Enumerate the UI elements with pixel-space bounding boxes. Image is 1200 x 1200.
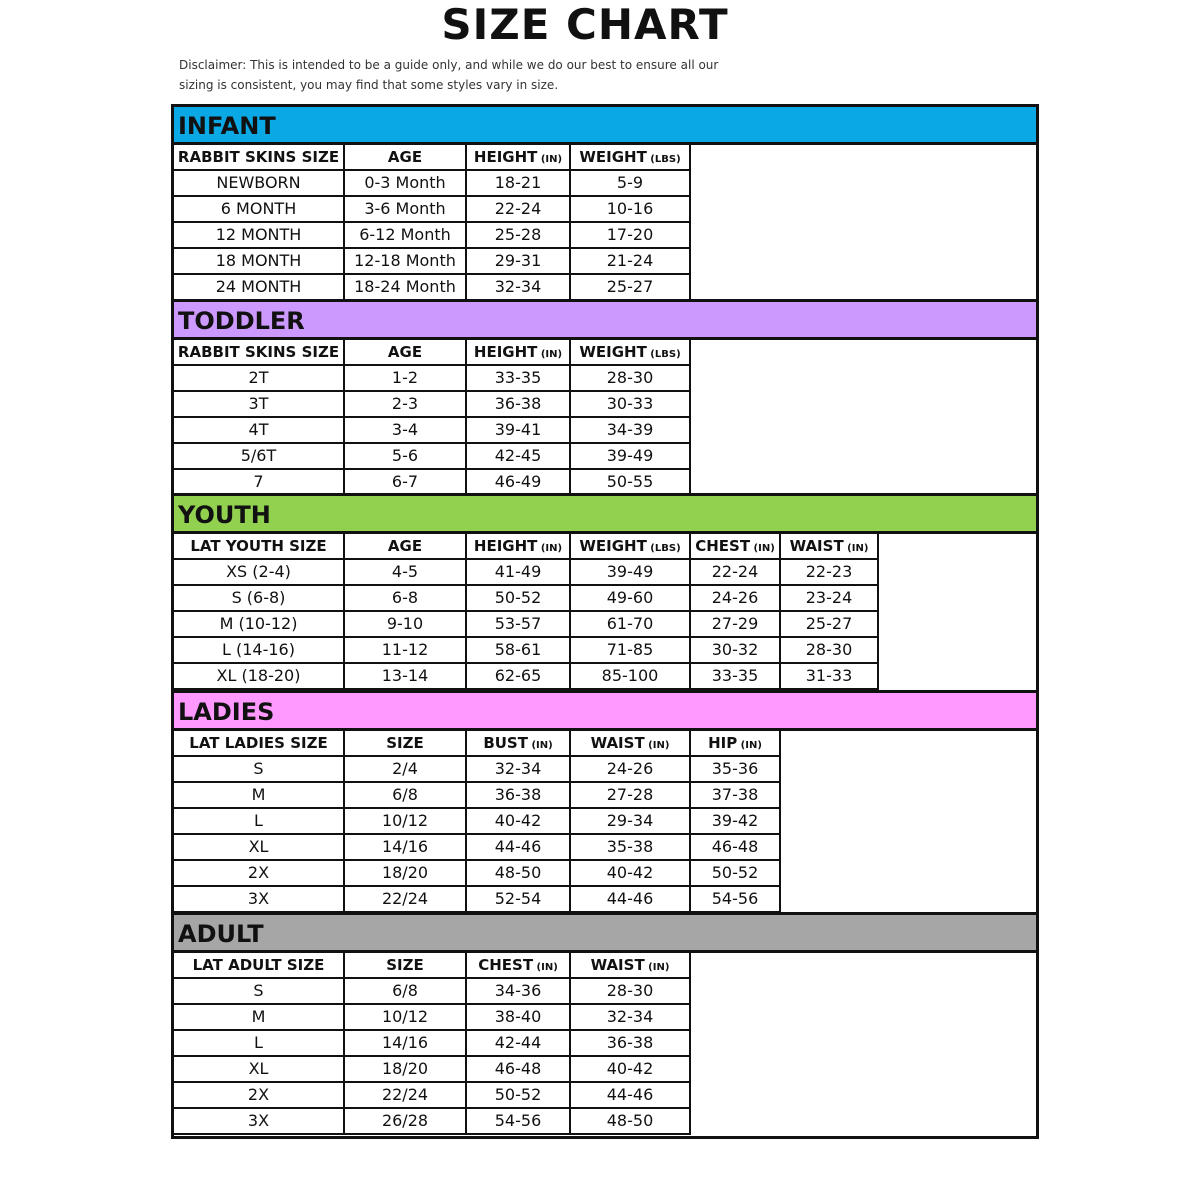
column-header: WEIGHT (LBS)	[571, 145, 691, 171]
column-header: AGE	[345, 534, 467, 560]
table-cell: 10/12	[345, 1005, 467, 1031]
column-header: SIZE	[345, 731, 467, 757]
section-header-toddler: TODDLER	[174, 302, 1036, 340]
column-header: WAIST (IN)	[571, 731, 691, 757]
table-cell: 39-49	[571, 444, 691, 470]
unit-label: (IN)	[644, 740, 670, 751]
table-cell: 18/20	[345, 1057, 467, 1083]
table-cell: 58-61	[467, 638, 571, 664]
column-header: WAIST (IN)	[571, 953, 691, 979]
table-cell: 46-49	[467, 470, 571, 496]
table-cell: 3X	[174, 1109, 345, 1135]
table-cell: 30-33	[571, 392, 691, 418]
table-cell: 28-30	[781, 638, 879, 664]
table-cell: NEWBORN	[174, 171, 345, 197]
table-row	[174, 887, 781, 913]
table-row	[174, 392, 691, 418]
table-row	[174, 275, 691, 301]
table-cell: L	[174, 1031, 345, 1057]
table-cell: 18 MONTH	[174, 249, 345, 275]
table-cell: 54-56	[467, 1109, 571, 1135]
table-cell: 3X	[174, 887, 345, 913]
table-cell: 22-24	[467, 197, 571, 223]
table-cell: 4-5	[345, 560, 467, 586]
table-cell: 25-27	[781, 612, 879, 638]
table-cell: S	[174, 757, 345, 783]
table-cell: 21-24	[571, 249, 691, 275]
disclaimer-text: Disclaimer: This is intended to be a guide only, and while we do our best to ensure all our sizing is consistent, you may find that some styles vary in size.	[179, 58, 719, 92]
unit-label: (IN)	[533, 962, 558, 973]
table-row	[174, 638, 879, 664]
table-cell: 62-65	[467, 664, 571, 690]
table-cell: S	[174, 979, 345, 1005]
table-cell: 52-54	[467, 887, 571, 913]
table-cell: 6-7	[345, 470, 467, 496]
unit-label: (LBS)	[646, 154, 681, 165]
table-cell: 3T	[174, 392, 345, 418]
table-row	[174, 249, 691, 275]
size-chart-table	[171, 104, 1039, 1139]
table-cell: 61-70	[571, 612, 691, 638]
table-row	[174, 664, 879, 690]
table-cell: 2X	[174, 1083, 345, 1109]
table-cell: XS (2-4)	[174, 560, 345, 586]
table-row	[174, 1057, 691, 1083]
table-cell: 33-35	[691, 664, 781, 690]
table-cell: 34-39	[571, 418, 691, 444]
table-row	[174, 835, 781, 861]
table-cell: M (10-12)	[174, 612, 345, 638]
table-cell: 11-12	[345, 638, 467, 664]
table-cell: XL (18-20)	[174, 664, 345, 690]
table-cell: 24-26	[571, 757, 691, 783]
table-cell: 29-31	[467, 249, 571, 275]
unit-label: (IN)	[750, 543, 775, 554]
table-row	[174, 444, 691, 470]
page-title: SIZE CHART	[441, 0, 729, 49]
table-cell: 9-10	[345, 612, 467, 638]
table-cell: 10/12	[345, 809, 467, 835]
column-header: CHEST (IN)	[467, 953, 571, 979]
table-cell: 33-35	[467, 366, 571, 392]
table-cell: 24-26	[691, 586, 781, 612]
table-cell: 39-49	[571, 560, 691, 586]
table-cell: 17-20	[571, 223, 691, 249]
column-header: LAT LADIES SIZE	[174, 731, 345, 757]
table-cell: 54-56	[691, 887, 781, 913]
table-cell: 3-4	[345, 418, 467, 444]
column-header: WAIST (IN)	[781, 534, 879, 560]
column-header: AGE	[345, 145, 467, 171]
unit-label: (LBS)	[646, 543, 681, 554]
table-cell: M	[174, 1005, 345, 1031]
table-cell: 2T	[174, 366, 345, 392]
table-cell: 37-38	[691, 783, 781, 809]
table-cell: 6 MONTH	[174, 197, 345, 223]
table-cell: 40-42	[571, 1057, 691, 1083]
column-header: AGE	[345, 340, 467, 366]
table-cell: 32-34	[467, 757, 571, 783]
table-cell: 25-27	[571, 275, 691, 301]
table-row	[174, 1005, 691, 1031]
table-row	[174, 1109, 691, 1135]
table-row	[174, 612, 879, 638]
table-cell: 5/6T	[174, 444, 345, 470]
table-cell: 50-55	[571, 470, 691, 496]
table-cell: 22/24	[345, 887, 467, 913]
table-cell: 24 MONTH	[174, 275, 345, 301]
column-header: LAT YOUTH SIZE	[174, 534, 345, 560]
table-row	[174, 861, 781, 887]
table-cell: 7	[174, 470, 345, 496]
table-cell: 13-14	[345, 664, 467, 690]
table-cell: 27-29	[691, 612, 781, 638]
table-cell: XL	[174, 835, 345, 861]
table-cell: 30-32	[691, 638, 781, 664]
column-header-row	[174, 953, 691, 979]
column-header-row	[174, 145, 691, 171]
column-header: CHEST (IN)	[691, 534, 781, 560]
table-cell: 36-38	[467, 783, 571, 809]
table-cell: 71-85	[571, 638, 691, 664]
section-header-ladies: LADIES	[174, 693, 1036, 731]
column-header: LAT ADULT SIZE	[174, 953, 345, 979]
unit-label: (IN)	[537, 543, 563, 554]
column-header: RABBIT SKINS SIZE	[174, 145, 345, 171]
table-cell: 31-33	[781, 664, 879, 690]
table-cell: 12-18 Month	[345, 249, 467, 275]
table-cell: 40-42	[571, 861, 691, 887]
column-header: HEIGHT (IN)	[467, 145, 571, 171]
column-header: WEIGHT (LBS)	[571, 534, 691, 560]
table-row	[174, 560, 879, 586]
column-header: BUST (IN)	[467, 731, 571, 757]
table-row	[174, 366, 691, 392]
table-cell: 6/8	[345, 979, 467, 1005]
unit-label: (IN)	[527, 740, 553, 751]
table-cell: 34-36	[467, 979, 571, 1005]
table-cell: 6-12 Month	[345, 223, 467, 249]
unit-label: (IN)	[644, 962, 670, 973]
table-cell: 36-38	[467, 392, 571, 418]
table-cell: 18/20	[345, 861, 467, 887]
table-cell: 1-2	[345, 366, 467, 392]
unit-label: (IN)	[843, 543, 869, 554]
unit-label: (IN)	[537, 349, 563, 360]
column-header: RABBIT SKINS SIZE	[174, 340, 345, 366]
table-cell: 42-45	[467, 444, 571, 470]
table-row	[174, 1083, 691, 1109]
table-cell: 39-42	[691, 809, 781, 835]
column-header: HEIGHT (IN)	[467, 534, 571, 560]
column-header-row	[174, 534, 879, 560]
table-cell: 44-46	[467, 835, 571, 861]
table-cell: 46-48	[467, 1057, 571, 1083]
section-header-infant: INFANT	[174, 107, 1036, 145]
table-cell: 35-38	[571, 835, 691, 861]
table-cell: 32-34	[571, 1005, 691, 1031]
table-cell: 48-50	[467, 861, 571, 887]
table-row	[174, 418, 691, 444]
table-cell: 50-52	[691, 861, 781, 887]
table-cell: XL	[174, 1057, 345, 1083]
table-cell: 28-30	[571, 979, 691, 1005]
table-cell: 53-57	[467, 612, 571, 638]
table-cell: 32-34	[467, 275, 571, 301]
table-cell: 28-30	[571, 366, 691, 392]
table-cell: 14/16	[345, 1031, 467, 1057]
table-row	[174, 1031, 691, 1057]
column-header-row	[174, 731, 781, 757]
table-cell: 85-100	[571, 664, 691, 690]
column-header-row	[174, 340, 691, 366]
table-row	[174, 979, 691, 1005]
table-cell: 6-8	[345, 586, 467, 612]
table-cell: 50-52	[467, 586, 571, 612]
table-cell: 5-9	[571, 171, 691, 197]
table-cell: 18-24 Month	[345, 275, 467, 301]
table-cell: 2X	[174, 861, 345, 887]
column-header: HEIGHT (IN)	[467, 340, 571, 366]
table-cell: 25-28	[467, 223, 571, 249]
table-cell: L (14-16)	[174, 638, 345, 664]
table-row	[174, 757, 781, 783]
unit-label: (IN)	[537, 154, 563, 165]
table-cell: 50-52	[467, 1083, 571, 1109]
table-cell: 4T	[174, 418, 345, 444]
table-cell: 2-3	[345, 392, 467, 418]
section-header-youth: YOUTH	[174, 496, 1036, 534]
column-header: HIP (IN)	[691, 731, 781, 757]
table-cell: 0-3 Month	[345, 171, 467, 197]
table-cell: 10-16	[571, 197, 691, 223]
table-cell: 36-38	[571, 1031, 691, 1057]
table-cell: 48-50	[571, 1109, 691, 1135]
table-cell: 42-44	[467, 1031, 571, 1057]
table-row	[174, 171, 691, 197]
table-cell: 22/24	[345, 1083, 467, 1109]
table-cell: 23-24	[781, 586, 879, 612]
table-row	[174, 586, 879, 612]
table-cell: 18-21	[467, 171, 571, 197]
table-cell: M	[174, 783, 345, 809]
table-cell: 29-34	[571, 809, 691, 835]
table-cell: 22-24	[691, 560, 781, 586]
table-cell: 46-48	[691, 835, 781, 861]
table-cell: 3-6 Month	[345, 197, 467, 223]
table-cell: 41-49	[467, 560, 571, 586]
table-cell: 39-41	[467, 418, 571, 444]
table-cell: 2/4	[345, 757, 467, 783]
table-cell: 14/16	[345, 835, 467, 861]
table-cell: L	[174, 809, 345, 835]
table-cell: 12 MONTH	[174, 223, 345, 249]
table-cell: 44-46	[571, 887, 691, 913]
table-cell: 49-60	[571, 586, 691, 612]
table-cell: 38-40	[467, 1005, 571, 1031]
column-header: WEIGHT (LBS)	[571, 340, 691, 366]
table-cell: 27-28	[571, 783, 691, 809]
column-header: SIZE	[345, 953, 467, 979]
table-cell: 26/28	[345, 1109, 467, 1135]
table-cell: 44-46	[571, 1083, 691, 1109]
unit-label: (IN)	[737, 740, 762, 751]
section-header-adult: ADULT	[174, 915, 1036, 953]
table-row	[174, 197, 691, 223]
table-cell: 6/8	[345, 783, 467, 809]
unit-label: (LBS)	[646, 349, 681, 360]
table-cell: S (6-8)	[174, 586, 345, 612]
table-row	[174, 223, 691, 249]
table-cell: 40-42	[467, 809, 571, 835]
table-cell: 5-6	[345, 444, 467, 470]
table-row	[174, 783, 781, 809]
table-cell: 22-23	[781, 560, 879, 586]
table-row	[174, 809, 781, 835]
table-cell: 35-36	[691, 757, 781, 783]
